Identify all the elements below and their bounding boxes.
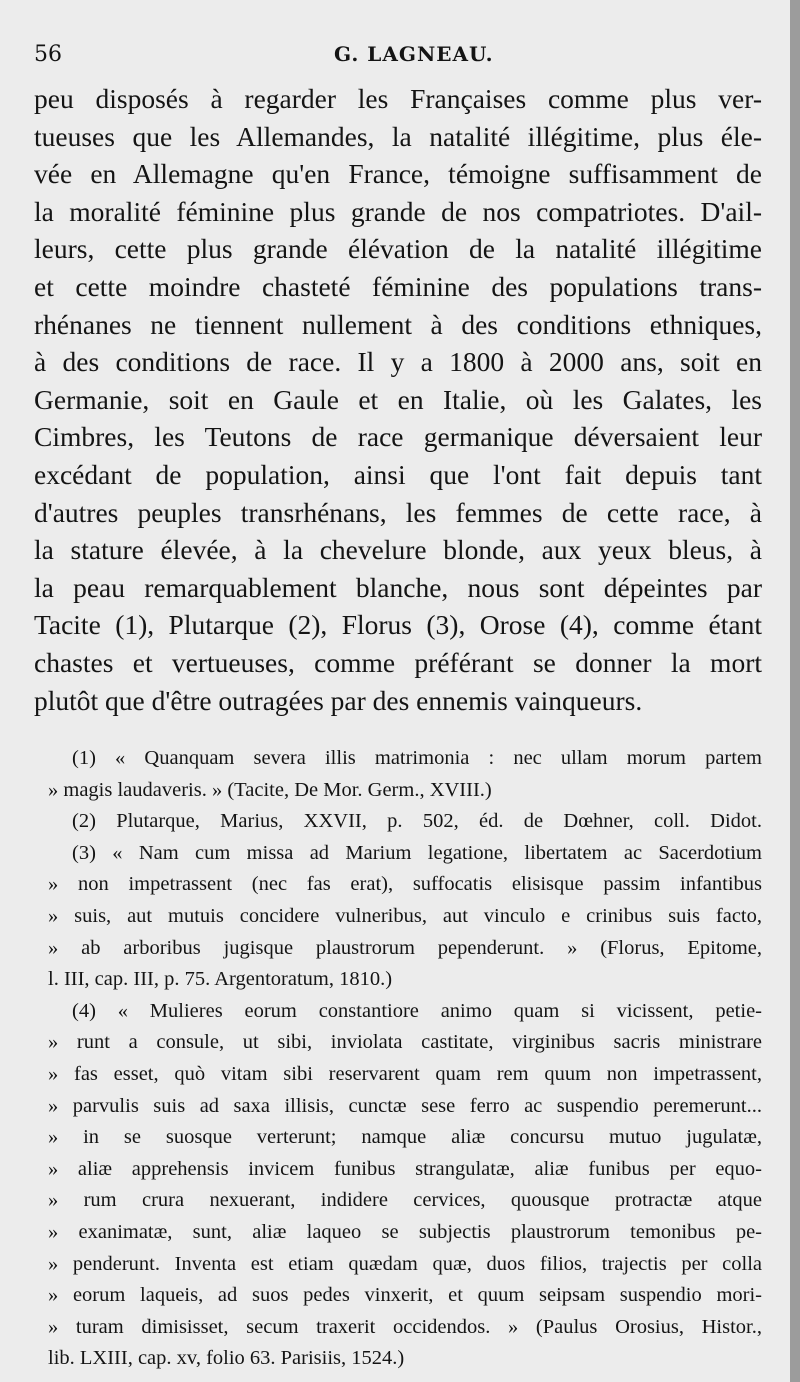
footnote-line: » eorum laqueis, ad suos pedes vinxerit, et quum seipsam suspendio mori- xyxy=(48,1284,762,1307)
footnote-line: » suis, aut mutuis concidere vulneribus, aut vinculo e crinibus suis facto, xyxy=(48,905,762,928)
footnotes xyxy=(34,743,762,1375)
text-line: excédant de population, ainsi que l'ont fait depuis tant xyxy=(34,458,762,490)
footnote-line: (4) « Mulieres eorum constantiore animo quam si vicissent, petie- xyxy=(72,999,762,1022)
footnote-line: » in se suosque verterunt; namque aliæ concursu mutuo jugulatæ, xyxy=(48,1126,762,1149)
footnote-line: » turam dimisisset, secum traxerit occidendos. » (Paulus Orosius, Histor., xyxy=(48,1315,762,1338)
page-number: 56 xyxy=(34,42,62,67)
text-line: la stature élevée, à la chevelure blonde, aux yeux bleus, à xyxy=(34,534,762,566)
footnote-line: » parvulis suis ad saxa illisis, cunctæ sese ferro ac suspendio peremerunt... xyxy=(48,1094,762,1117)
text-line: chastes et vertueuses, comme préférant se donner la mort xyxy=(34,646,762,678)
text-line: d'autres peuples transrhénans, les femmes de cette race, à xyxy=(34,496,762,528)
footnote-line: » exanimatæ, sunt, aliæ laqueo se subjectis plaustrorum temonibus pe- xyxy=(48,1221,762,1243)
text-line: leurs, cette plus grande élévation de la natalité illégitime xyxy=(34,233,762,265)
text-line: rhénanes ne tiennent nullement à des conditions ethniques, xyxy=(34,308,762,340)
text-line: plutôt que d'être outragées par des ennemis vainqueurs. xyxy=(34,684,643,716)
running-title: G. LAGNEAU. xyxy=(334,42,494,66)
footnote-line: (1) « Quanquam severa illis matrimonia : nec ullam morum partem xyxy=(72,747,762,770)
text-line: et cette moindre chasteté féminine des populations trans- xyxy=(34,270,762,302)
text-line: la moralité féminine plus grande de nos compatriotes. D'ail- xyxy=(34,195,762,227)
page-header xyxy=(34,36,762,72)
footnote-line: » fas esset, quò vitam sibi reservarent quam rem quum non impetrassent, xyxy=(48,1063,762,1086)
footnote-line: » aliæ apprehensis invicem funibus strangulatæ, aliæ funibus per equo- xyxy=(48,1157,762,1180)
text-line: vée en Allemagne qu'en France, témoigne suffisamment de xyxy=(34,158,762,190)
footnote-line: » runt a consule, ut sibi, inviolata castitate, virginibus sacris ministrare xyxy=(48,1031,762,1054)
footnote-line: » ab arboribus jugisque plaustrorum pependerunt. » (Florus, Epitome, xyxy=(48,936,762,959)
footnote-line: (3) « Nam cum missa ad Marium legatione, libertatem ac Sacerdotium xyxy=(72,841,762,864)
footnote-line: » magis laudaveris. » (Tacite, De Mor. Germ., XVIII.) xyxy=(48,778,492,801)
footnote-line: » rum crura nexuerant, indidere cervices, quousque protractæ atque xyxy=(48,1189,762,1212)
text-line: peu disposés à regarder les Françaises comme plus ver- xyxy=(34,83,762,114)
main-text xyxy=(34,80,762,719)
text-line: Tacite (1), Plutarque (2), Florus (3), Orose (4), comme étant xyxy=(34,609,762,641)
footnote-line: (2) Plutarque, Marius, XXVII, p. 502, éd. de Dœhner, coll. Didot. xyxy=(72,810,762,833)
footnote-line: l. III, cap. III, p. 75. Argentoratum, 1810.) xyxy=(48,968,393,991)
text-line: tueuses que les Allemandes, la natalité illégitime, plus éle- xyxy=(34,120,762,152)
footnote-line: » penderunt. Inventa est etiam quædam quæ, duos filios, trajectis per colla xyxy=(48,1252,762,1275)
text-line: Cimbres, les Teutons de race germanique déversaient leur xyxy=(34,421,762,453)
text-line: la peau remarquablement blanche, nous sont dépeintes par xyxy=(34,571,762,603)
text-line: à des conditions de race. Il y a 1800 à 2000 ans, soit en xyxy=(34,346,762,378)
footnote-line: lib. LXIII, cap. xv, folio 63. Parisiis, 1524.) xyxy=(48,1347,405,1370)
footnote-line: » non impetrassent (nec fas erat), suffocatis elisisque passim infantibus xyxy=(48,873,762,896)
text-line: Germanie, soit en Gaule et en Italie, où les Galates, les xyxy=(34,383,762,415)
